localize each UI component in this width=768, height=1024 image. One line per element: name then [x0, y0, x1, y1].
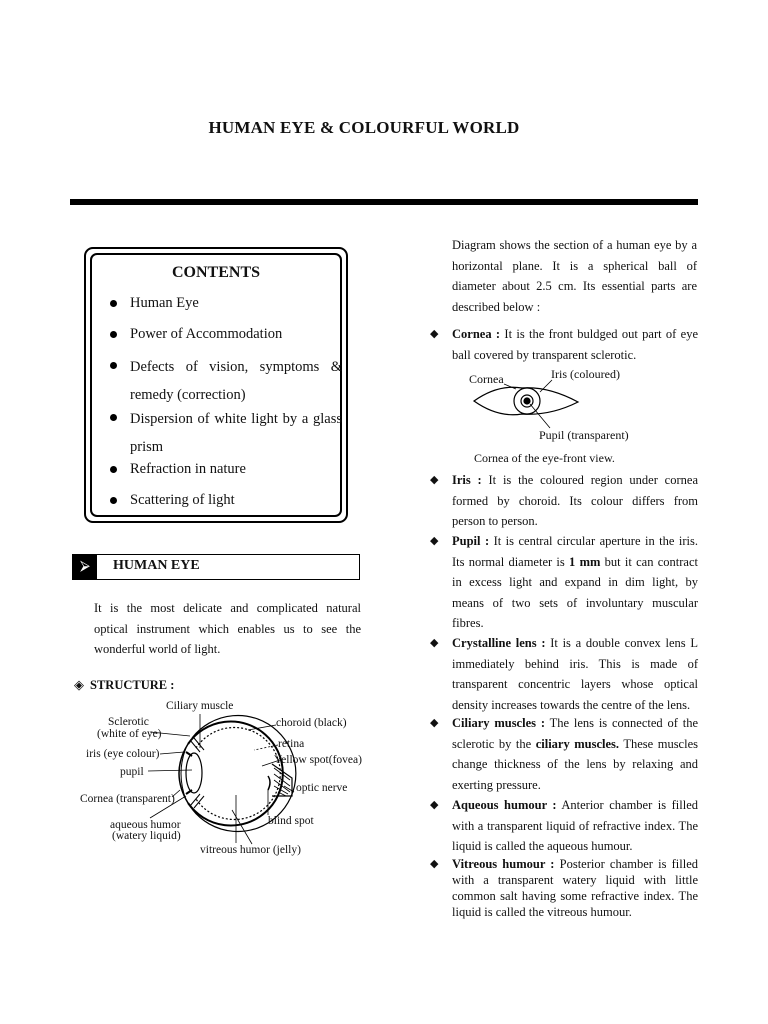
contents-item: Dispersion of white light by a glass prism [104, 405, 342, 461]
part-iris [430, 470, 698, 532]
front-view-caption: Cornea of the eye-front view. [474, 451, 615, 465]
arrow-icon: ⮚ [73, 555, 97, 579]
label-front-pupil: Pupil (transparent) [539, 428, 629, 442]
label-aqueous-sub: (watery liquid) [112, 830, 181, 842]
part-ciliary-muscles [430, 713, 698, 795]
label-yellow-spot: Yellow spot(fovea) [274, 754, 362, 766]
part-text: Posterior chamber is filled with a transparent watery liquid with little common salt having some refractive index. The liquid is called the vitreous humour. [452, 857, 698, 919]
part-crystalline-lens [430, 633, 698, 715]
label-iris: iris (eye colour) [86, 748, 160, 760]
label-sclerotic: Sclerotic [108, 716, 149, 728]
part-text: It is the front buldged out part of eye ball covered by transparent sclerotic. [452, 327, 698, 362]
part-pupil [430, 531, 698, 634]
label-optic-nerve: optic nerve [296, 782, 348, 794]
part-term: Aqueous humour : [452, 798, 557, 812]
intro-paragraph: It is the most delicate and complicated natural optical instrument which enables us to see the wonderful world of light. [94, 601, 361, 656]
part-term: Pupil : [452, 534, 490, 548]
diamond-bullet-icon: ◆ [430, 535, 439, 547]
structure-label: STRUCTURE : [90, 678, 175, 692]
label-front-iris: Iris (coloured) [551, 367, 620, 381]
part-aqueous-humour [430, 795, 698, 857]
diamond-bullet-icon: ◆ [430, 858, 439, 870]
part-vitreous-humour [430, 856, 698, 920]
part-term: Ciliary muscles : [452, 716, 545, 730]
label-ciliary-muscle: Ciliary muscle [166, 700, 234, 712]
part-bold: ciliary muscles. [535, 736, 620, 751]
part-term: Cornea : [452, 327, 501, 341]
contents-item: Refraction in nature [104, 457, 342, 482]
label-pupil: pupil [120, 766, 144, 778]
contents-item: Defects of vision, symptoms & remedy (correction) [104, 353, 342, 409]
label-sclerotic-sub: (white of eye) [97, 728, 162, 740]
label-retina: retina [278, 738, 305, 750]
diamond-bullet-icon: ◆ [430, 474, 439, 486]
diamond-bullet-icon: ◆ [430, 717, 439, 729]
contents-heading: CONTENTS [171, 264, 261, 281]
section-heading-label: HUMAN EYE [113, 558, 200, 573]
part-text: It is the coloured region under cornea formed by choroid. Its colour differs from person to person. [452, 473, 698, 528]
right-intro-paragraph: Diagram shows the section of a human eye by a horizontal plane. It is a spherical ball of diameter about 2.5 cm. Its essential parts are described below : [452, 238, 697, 314]
contents-item: Scattering of light [104, 488, 342, 513]
diamond-bullet-icon: ◆ [430, 328, 439, 340]
label-cornea: Cornea (transparent) [80, 793, 175, 805]
diamond-bullet-icon: ◆ [430, 799, 439, 811]
label-front-cornea: Cornea [469, 372, 504, 386]
part-bold: 1 mm [569, 554, 601, 569]
diamond-outline-icon: ◈ [74, 677, 84, 692]
part-term: Iris : [452, 473, 482, 487]
part-term: Vitreous humour : [452, 857, 555, 871]
part-text: It is a double convex lens L immediately behind iris. This is made of transparent concentric layers whose optical density increases towards the centre of the lens. [452, 636, 698, 712]
part-text: These muscles change thickness of the lens by relaxing and exerting pressure. [452, 736, 698, 792]
label-aqueous: aqueous humor [110, 819, 181, 831]
part-text: It is central circular aperture in the iris. Its normal diameter is [452, 534, 698, 569]
contents-item: Power of Accommodation [104, 322, 342, 347]
label-choroid: choroid (black) [276, 717, 347, 729]
part-text: The lens is connected of the sclerotic by the [452, 716, 698, 751]
part-text: Anterior chamber is filled with a transparent liquid of refractive index. The liquid is called the aqueous humour. [452, 798, 698, 853]
label-vitreous: vitreous humor (jelly) [200, 844, 301, 856]
page-title: HUMAN EYE & COLOURFUL WORLD [208, 118, 520, 137]
contents-item: Human Eye [104, 291, 342, 316]
label-blind-spot: blind spot [268, 815, 314, 827]
part-term: Crystalline lens : [452, 636, 546, 650]
part-text: but it can contract in excess light and expand in dim light, by means of two sets of involuntary muscular fibres. [452, 554, 698, 630]
diamond-bullet-icon: ◆ [430, 637, 439, 649]
